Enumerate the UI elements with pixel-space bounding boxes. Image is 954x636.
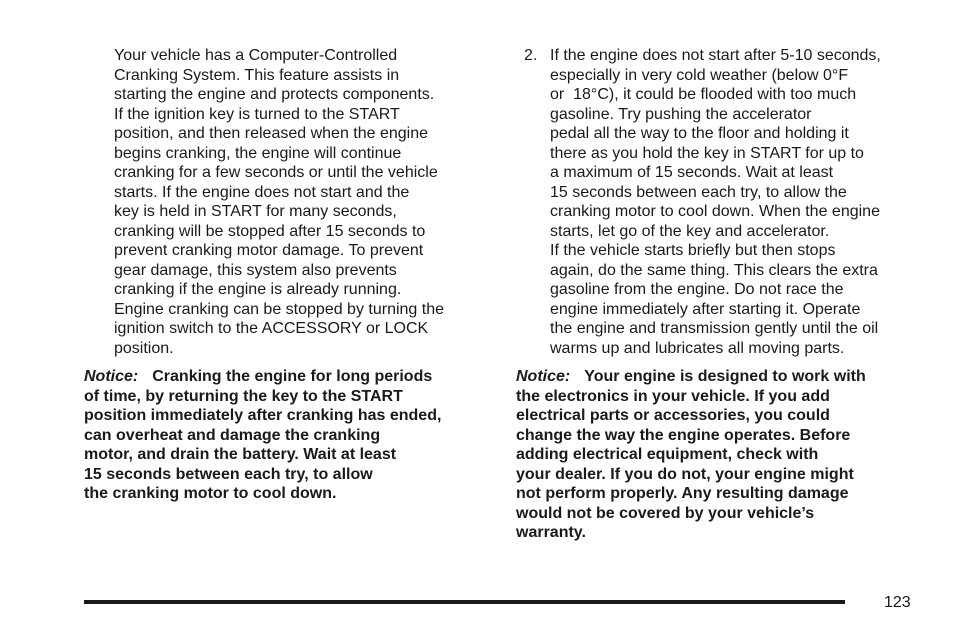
text-line: adding electrical equipment, check with bbox=[516, 446, 819, 463]
text-line: gasoline from the engine. Do not race the bbox=[550, 281, 844, 298]
text-line: Cranking System. This feature assists in bbox=[114, 66, 400, 84]
text-line: Cranking the engine for long periods bbox=[152, 368, 433, 385]
right-body-paragraph bbox=[550, 46, 881, 358]
text-line: again, do the same thing. This clears the extra bbox=[550, 261, 878, 279]
text-line: If the ignition key is turned to the START bbox=[114, 105, 400, 123]
text-line: warms up and lubricates all moving parts. bbox=[550, 339, 845, 357]
text-line: of time, by returning the key to the START bbox=[84, 387, 403, 405]
notice-label: Notice: bbox=[84, 368, 139, 385]
text-line: prevent cranking motor damage. To prevent bbox=[114, 242, 424, 259]
text-line: Your engine is designed to work with bbox=[584, 368, 866, 385]
text-line: starts. If the engine does not start and the bbox=[114, 183, 410, 201]
text-line: starting the engine and protects components. bbox=[114, 86, 435, 103]
text-line: pedal all the way to the floor and holding it bbox=[550, 125, 849, 142]
text-line: the electronics in your vehicle. If you add bbox=[516, 387, 830, 405]
text-line: cranking motor to cool down. When the engine bbox=[550, 203, 880, 220]
list-item-number: 2. bbox=[524, 47, 538, 64]
notice-label: Notice: bbox=[516, 368, 571, 385]
text-line: 15 seconds between each try, to allow bbox=[84, 465, 373, 483]
text-line: motor, and drain the battery. Wait at least bbox=[84, 446, 397, 463]
text-line: especially in very cold weather (below 0°F bbox=[550, 66, 849, 84]
text-line: can overheat and damage the cranking bbox=[84, 426, 381, 444]
text-line: not perform properly. Any resulting damage bbox=[516, 485, 849, 502]
text-line: a maximum of 15 seconds. Wait at least bbox=[550, 164, 834, 181]
text-line: 15 seconds between each try, to allow the bbox=[550, 183, 847, 201]
footer-rule bbox=[84, 600, 845, 604]
text-line: position. bbox=[114, 339, 174, 357]
text-line: would not be covered by your vehicle’s bbox=[516, 504, 815, 522]
text-line: warranty. bbox=[516, 524, 586, 541]
text-line: If the vehicle starts briefly but then stops bbox=[550, 242, 836, 259]
text-line: Your vehicle has a Computer-Controlled bbox=[114, 47, 398, 64]
text-line: or 18°C), it could be flooded with too much bbox=[550, 86, 857, 103]
text-line: Engine cranking can be stopped by turning the bbox=[114, 300, 445, 318]
text-line: engine immediately after starting it. Operate bbox=[550, 300, 861, 318]
text-line: starts, let go of the key and accelerator. bbox=[550, 222, 830, 240]
notice-first-line bbox=[84, 367, 441, 387]
text-line: the cranking motor to cool down. bbox=[84, 485, 337, 502]
text-line: your dealer. If you do not, your engine might bbox=[516, 465, 854, 483]
text-line: ignition switch to the ACCESSORY or LOCK bbox=[114, 320, 429, 337]
text-line: gasoline. Try pushing the accelerator bbox=[550, 105, 812, 123]
notice-first-line bbox=[516, 367, 866, 387]
left-notice bbox=[84, 367, 441, 504]
text-line: cranking for a few seconds or until the vehicle bbox=[114, 164, 438, 181]
text-line: the engine and transmission gently until the oil bbox=[550, 320, 879, 337]
text-line: begins cranking, the engine will continue bbox=[114, 144, 402, 162]
text-line: position, and then released when the engine bbox=[114, 125, 429, 142]
left-body-paragraph bbox=[114, 46, 444, 358]
text-line: there as you hold the key in START for up to bbox=[550, 144, 864, 162]
text-line: cranking will be stopped after 15 seconds to bbox=[114, 222, 426, 240]
text-line: cranking if the engine is already running. bbox=[114, 281, 402, 298]
text-line: key is held in START for many seconds, bbox=[114, 203, 397, 220]
right-notice bbox=[516, 367, 866, 543]
text-line: If the engine does not start after 5-10 seconds, bbox=[550, 47, 881, 64]
text-line: gear damage, this system also prevents bbox=[114, 261, 397, 279]
page-number: 123 bbox=[884, 594, 911, 611]
text-line: change the way the engine operates. Before bbox=[516, 426, 851, 444]
text-line: electrical parts or accessories, you could bbox=[516, 407, 830, 424]
text-line: position immediately after cranking has ended, bbox=[84, 407, 442, 424]
